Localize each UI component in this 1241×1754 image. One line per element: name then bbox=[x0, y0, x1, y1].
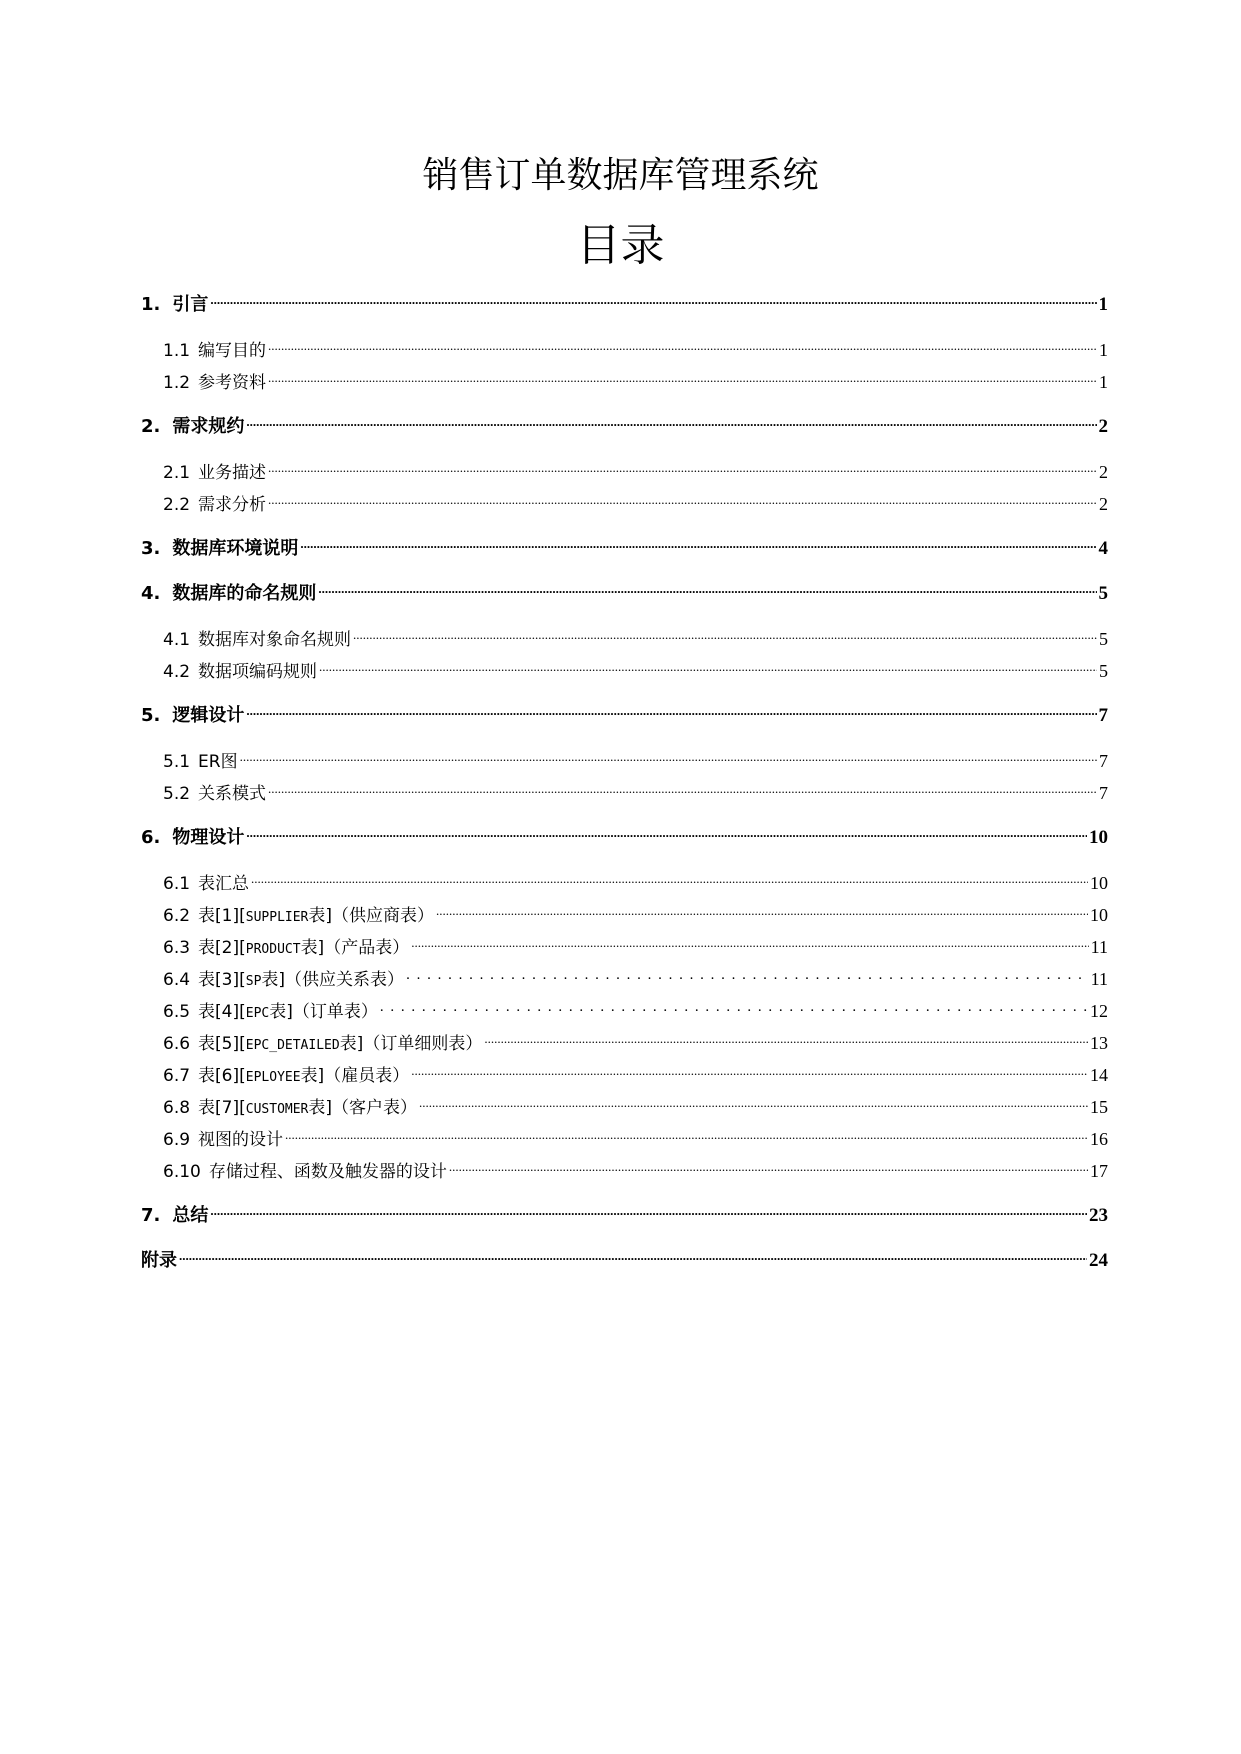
toc-entry-object-naming[interactable] bbox=[163, 626, 1108, 652]
dot-leader bbox=[449, 1160, 1088, 1177]
toc-entry-number: 6.10 bbox=[163, 1162, 201, 1182]
dot-leader bbox=[268, 493, 1097, 510]
toc-entry-page: 7 bbox=[1099, 751, 1108, 771]
toc-entry-requirements-analysis[interactable] bbox=[163, 491, 1108, 517]
toc-entry-title: 附录 bbox=[141, 1250, 177, 1271]
toc-entry-number: 6.5 bbox=[163, 1002, 191, 1022]
toc-entry-summary[interactable] bbox=[141, 1203, 1108, 1229]
toc-entry-page: 10 bbox=[1090, 905, 1108, 925]
toc-entry-page: 2 bbox=[1099, 462, 1108, 482]
toc-entry-page: 5 bbox=[1099, 629, 1108, 649]
toc-entry-page: 10 bbox=[1090, 873, 1108, 893]
toc-entry-number: 2. bbox=[141, 416, 161, 437]
toc-entry-title: 总结 bbox=[172, 1205, 209, 1226]
toc-entry-order-table[interactable] bbox=[163, 998, 1108, 1024]
toc-entry-title: 表[2][PRODUCT表]（产品表） bbox=[198, 938, 410, 958]
toc-entry-number: 6.9 bbox=[163, 1130, 191, 1150]
toc-entry-page: 1 bbox=[1098, 294, 1108, 315]
toc-entry-title: 存储过程、函数及触发器的设计 bbox=[208, 1162, 447, 1182]
toc-entry-number: 6. bbox=[141, 827, 161, 848]
toc-entry-employee-table[interactable] bbox=[163, 1062, 1108, 1088]
toc-entry-title: 表[7][CUSTOMER表]（客户表） bbox=[198, 1098, 418, 1118]
toc-entry-physical-design[interactable] bbox=[141, 825, 1108, 851]
toc-entry-number: 4.1 bbox=[163, 630, 191, 650]
toc-entry-relational-schema[interactable] bbox=[163, 780, 1108, 806]
toc-entry-page: 1 bbox=[1099, 340, 1108, 360]
toc-entry-title: 逻辑设计 bbox=[172, 705, 245, 726]
toc-entry-number: 4. bbox=[141, 583, 161, 604]
toc-entry-number: 6.1 bbox=[163, 874, 191, 894]
toc-entry-title: 数据库环境说明 bbox=[172, 538, 299, 559]
toc-entry-page: 2 bbox=[1098, 416, 1108, 437]
toc-entry-supplier-table[interactable] bbox=[163, 902, 1108, 928]
toc-entry-number: 1.1 bbox=[163, 341, 191, 361]
toc-entry-number: 5.1 bbox=[163, 752, 191, 772]
toc-entry-number: 7. bbox=[141, 1205, 161, 1226]
toc-entry-view-design[interactable] bbox=[163, 1126, 1108, 1152]
dot-leader bbox=[268, 782, 1097, 799]
toc-entry-page: 10 bbox=[1089, 827, 1108, 848]
toc-entry-title: 需求分析 bbox=[198, 495, 267, 515]
toc-entry-title: 表[1][SUPPLIER表]（供应商表） bbox=[198, 906, 435, 926]
dot-leader bbox=[353, 628, 1097, 645]
toc-entry-number: 6.7 bbox=[163, 1066, 191, 1086]
toc-entry-page: 2 bbox=[1099, 494, 1108, 514]
toc-entry-page: 16 bbox=[1090, 1129, 1108, 1149]
dot-leader bbox=[411, 1064, 1088, 1081]
toc-entry-page: 11 bbox=[1090, 969, 1108, 989]
toc-entry-requirements[interactable] bbox=[141, 414, 1108, 440]
toc-entry-page: 11 bbox=[1090, 937, 1108, 957]
dot-leader bbox=[210, 292, 1096, 310]
toc-entry-number: 1. bbox=[141, 294, 161, 315]
toc-entry-db-environment[interactable] bbox=[141, 536, 1108, 562]
toc-entry-number: 4.2 bbox=[163, 662, 191, 682]
toc-entry-title: 关系模式 bbox=[198, 784, 267, 804]
toc-heading: 目录 bbox=[576, 220, 665, 271]
toc-entry-title: 表[3][SP表]（供应关系表） bbox=[198, 970, 405, 990]
toc-entry-naming-rules[interactable] bbox=[141, 581, 1108, 607]
dot-leader bbox=[419, 1096, 1088, 1113]
dot-leader bbox=[411, 936, 1088, 953]
toc-entry-title: 需求规约 bbox=[172, 416, 245, 437]
toc-entry-number: 6.8 bbox=[163, 1098, 191, 1118]
toc-entry-sp-table[interactable] bbox=[163, 966, 1108, 992]
toc-entry-page: 4 bbox=[1098, 538, 1108, 559]
toc-entry-page: 15 bbox=[1090, 1097, 1108, 1117]
toc-entry-item-encoding[interactable] bbox=[163, 658, 1108, 684]
toc-entry-title: 数据库的命名规则 bbox=[172, 583, 317, 604]
toc-entry-page: 13 bbox=[1090, 1033, 1108, 1053]
toc-entry-number: 3. bbox=[141, 538, 161, 559]
dot-leader bbox=[484, 1032, 1088, 1049]
toc-entry-number: 2.2 bbox=[163, 495, 191, 515]
toc-entry-title: 表[4][EPC表]（订单表） bbox=[198, 1002, 378, 1022]
toc-entry-appendix[interactable] bbox=[141, 1248, 1108, 1274]
toc-entry-page: 7 bbox=[1099, 783, 1108, 803]
toc-entry-number: 5.2 bbox=[163, 784, 191, 804]
dot-leader bbox=[240, 750, 1097, 767]
toc-entry-page: 5 bbox=[1098, 583, 1108, 604]
toc-entry-page: 1 bbox=[1099, 372, 1108, 392]
dot-leader bbox=[318, 581, 1096, 599]
toc-entry-page: 5 bbox=[1099, 661, 1108, 681]
toc-entry-title: 物理设计 bbox=[172, 827, 245, 848]
toc-entry-title: 数据库对象命名规则 bbox=[198, 630, 352, 650]
dot-leader bbox=[246, 703, 1096, 721]
dot-leader bbox=[179, 1248, 1087, 1266]
dot-leader bbox=[268, 461, 1097, 478]
toc-entry-page: 12 bbox=[1090, 1001, 1108, 1021]
dot-leader bbox=[246, 414, 1096, 432]
toc-entry-table-summary[interactable] bbox=[163, 870, 1108, 896]
toc-entry-title: 表[6][EPLOYEE表]（雇员表） bbox=[198, 1066, 410, 1086]
toc-entry-customer-table[interactable] bbox=[163, 1094, 1108, 1120]
toc-entry-title: 编写目的 bbox=[198, 341, 267, 361]
toc-entry-business-description[interactable] bbox=[163, 459, 1108, 485]
toc-entry-procedures-design[interactable] bbox=[163, 1158, 1108, 1184]
dot-leader bbox=[210, 1203, 1087, 1221]
toc-entry-order-detail-table[interactable] bbox=[163, 1030, 1108, 1056]
dot-leader bbox=[380, 1000, 1088, 1017]
toc-entry-title: 引言 bbox=[172, 294, 209, 315]
toc-entry-page: 23 bbox=[1089, 1205, 1108, 1226]
dot-leader bbox=[436, 904, 1088, 921]
toc-entry-number: 6.4 bbox=[163, 970, 191, 990]
toc-entry-logical-design[interactable] bbox=[141, 703, 1108, 729]
toc-entry-page: 14 bbox=[1090, 1065, 1108, 1085]
toc-entry-title: ER图 bbox=[198, 752, 238, 772]
dot-leader bbox=[406, 968, 1089, 985]
toc-entry-introduction[interactable] bbox=[141, 292, 1108, 318]
dot-leader bbox=[268, 339, 1097, 356]
dot-leader bbox=[251, 872, 1088, 889]
toc-entry-title: 表[5][EPC_DETAILED表]（订单细则表） bbox=[198, 1034, 483, 1054]
toc-entry-number: 5. bbox=[141, 705, 161, 726]
toc-entry-purpose[interactable] bbox=[163, 337, 1108, 363]
dot-leader bbox=[285, 1128, 1088, 1145]
toc-entry-number: 2.1 bbox=[163, 463, 191, 483]
toc-entry-number: 6.2 bbox=[163, 906, 191, 926]
dot-leader bbox=[300, 536, 1096, 554]
toc-entry-page: 17 bbox=[1090, 1161, 1108, 1181]
dot-leader bbox=[246, 825, 1087, 843]
toc-entry-number: 1.2 bbox=[163, 373, 191, 393]
toc-entry-product-table[interactable] bbox=[163, 934, 1108, 960]
toc-entry-page: 24 bbox=[1089, 1250, 1108, 1271]
toc-entry-title: 参考资料 bbox=[198, 373, 267, 393]
dot-leader bbox=[268, 371, 1097, 388]
toc-entry-title: 业务描述 bbox=[198, 463, 267, 483]
toc-entry-title: 视图的设计 bbox=[198, 1130, 284, 1150]
toc-entry-title: 表汇总 bbox=[198, 874, 250, 894]
toc-entry-page: 7 bbox=[1098, 705, 1108, 726]
toc-entry-references[interactable] bbox=[163, 369, 1108, 395]
toc-entry-title: 数据项编码规则 bbox=[198, 662, 318, 682]
toc-entry-er-diagram[interactable] bbox=[163, 748, 1108, 774]
document-title: 销售订单数据库管理系统 bbox=[422, 155, 819, 196]
toc-entry-number: 6.3 bbox=[163, 938, 191, 958]
dot-leader bbox=[319, 660, 1097, 677]
toc-entry-number: 6.6 bbox=[163, 1034, 191, 1054]
